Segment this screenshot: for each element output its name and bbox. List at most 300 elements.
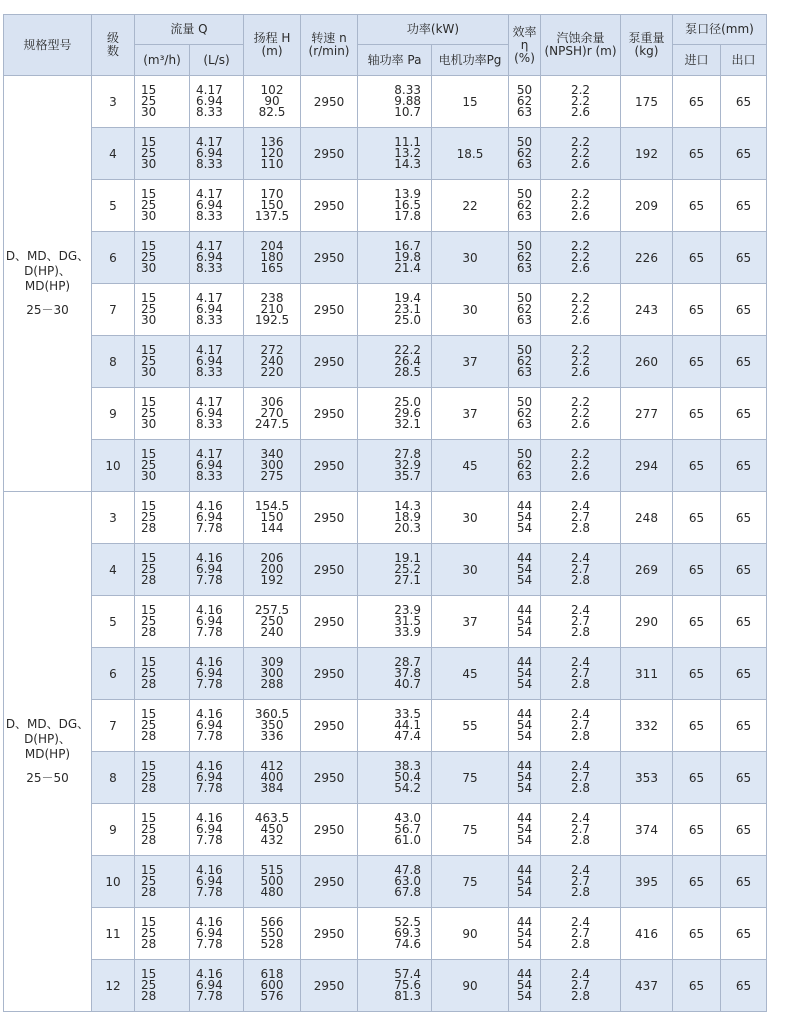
npsh-cell-value: 2.7 [570, 718, 591, 732]
head-cell-value: 150 [260, 198, 284, 212]
npsh-cell [541, 492, 621, 544]
outlet-cell [721, 804, 767, 856]
npsh-cell-value: 2.2 [570, 343, 591, 357]
stages-cell-value: 3 [109, 510, 117, 525]
shaft-power-cell-stack [358, 605, 431, 638]
head-cell-value: 180 [260, 250, 284, 264]
motor-power-cell [432, 700, 509, 752]
shaft-power-cell-stack [358, 813, 431, 846]
outlet-cell [721, 960, 767, 1012]
flow-m3h-cell-value: 25 [141, 562, 157, 576]
speed-cell [301, 648, 358, 700]
header-motor-power-label: 电机功率Pg [438, 52, 502, 67]
outlet-cell-value: 65 [735, 718, 752, 733]
flow-ls-cell-value: 6.94 [196, 978, 223, 992]
shaft-power-cell [358, 180, 432, 232]
shaft-power-cell [358, 336, 432, 388]
npsh-cell-value: 2.6 [570, 469, 591, 483]
npsh-cell-value: 2.7 [570, 770, 591, 784]
table-header [4, 15, 767, 76]
weight-cell [621, 700, 673, 752]
model-range: 25－30 [26, 303, 69, 317]
speed-cell [301, 544, 358, 596]
inlet-cell [673, 648, 721, 700]
stages-cell [92, 648, 135, 700]
table-row [4, 908, 767, 960]
head-cell-value: 272 [260, 343, 284, 357]
header-model [4, 15, 92, 76]
efficiency-cell [509, 700, 541, 752]
outlet-cell-value: 65 [735, 874, 752, 889]
flow-ls-cell-stack [190, 449, 243, 482]
head-cell [244, 180, 301, 232]
flow-m3h-cell-value: 15 [141, 655, 157, 669]
head-cell-value: 90 [264, 94, 280, 108]
outlet-cell [721, 440, 767, 492]
npsh-cell-value: 2.7 [570, 822, 591, 836]
flow-ls-cell [190, 908, 244, 960]
head-cell [244, 440, 301, 492]
head-cell [244, 804, 301, 856]
npsh-cell-value: 2.6 [570, 105, 591, 119]
head-cell-stack [244, 85, 300, 118]
npsh-cell-value: 2.2 [570, 447, 591, 461]
speed-cell-value: 2950 [313, 822, 345, 837]
efficiency-cell-value: 44 [516, 915, 533, 929]
flow-ls-cell-value: 7.78 [196, 781, 223, 795]
efficiency-cell-value: 54 [516, 729, 533, 743]
inlet-cell [673, 492, 721, 544]
npsh-cell [541, 336, 621, 388]
speed-cell-value: 2950 [313, 250, 345, 265]
head-cell [244, 76, 301, 128]
head-cell-value: 336 [260, 729, 284, 743]
outlet-cell-value: 65 [735, 562, 752, 577]
flow-ls-cell [190, 700, 244, 752]
inlet-cell-value: 65 [688, 354, 705, 369]
flow-ls-cell-value: 4.17 [196, 447, 223, 461]
shaft-power-cell-value: 27.8 [394, 447, 421, 461]
inlet-cell [673, 700, 721, 752]
motor-power-cell [432, 960, 509, 1012]
head-cell-value: 350 [260, 718, 284, 732]
flow-m3h-cell-value: 25 [141, 718, 157, 732]
efficiency-cell-value: 44 [516, 499, 533, 513]
flow-ls-cell [190, 388, 244, 440]
npsh-cell-value: 2.7 [570, 510, 591, 524]
flow-m3h-cell-value: 25 [141, 406, 157, 420]
flow-ls-cell [190, 544, 244, 596]
npsh-cell-value: 2.2 [570, 354, 591, 368]
flow-ls-cell-value: 8.33 [196, 105, 223, 119]
inlet-cell-value: 65 [688, 146, 705, 161]
weight-cell-value: 260 [635, 354, 658, 369]
npsh-cell [541, 960, 621, 1012]
flow-m3h-cell-value: 15 [141, 239, 157, 253]
weight-cell-value: 243 [635, 302, 658, 317]
flow-ls-cell-value: 7.78 [196, 729, 223, 743]
weight-cell-value: 395 [635, 874, 658, 889]
efficiency-cell-value: 63 [516, 157, 533, 171]
shaft-power-cell [358, 544, 432, 596]
weight-cell-value: 294 [635, 458, 658, 473]
weight-cell [621, 336, 673, 388]
efficiency-cell-value: 50 [516, 239, 533, 253]
efficiency-cell-value: 54 [516, 573, 533, 587]
speed-cell-value: 2950 [313, 874, 345, 889]
header-outlet-label: 出口 [731, 52, 756, 67]
flow-m3h-cell-stack [135, 761, 189, 794]
stages-cell [92, 492, 135, 544]
npsh-cell-value: 2.8 [570, 833, 591, 847]
flow-ls-cell [190, 180, 244, 232]
npsh-cell-value: 2.6 [570, 157, 591, 171]
flow-m3h-cell-stack [135, 293, 189, 326]
shaft-power-cell-stack [358, 865, 431, 898]
table-row [4, 492, 767, 544]
efficiency-cell-value: 54 [516, 666, 533, 680]
flow-ls-cell-value: 6.94 [196, 510, 223, 524]
npsh-cell-value: 2.8 [570, 625, 591, 639]
outlet-cell [721, 180, 767, 232]
efficiency-cell [509, 804, 541, 856]
speed-cell [301, 596, 358, 648]
inlet-cell-value: 65 [688, 614, 705, 629]
head-cell-stack [244, 293, 300, 326]
efficiency-cell [509, 336, 541, 388]
flow-m3h-cell-value: 15 [141, 291, 157, 305]
head-cell [244, 492, 301, 544]
efficiency-cell-value: 50 [516, 343, 533, 357]
weight-cell [621, 908, 673, 960]
efficiency-cell-value: 44 [516, 551, 533, 565]
inlet-cell [673, 180, 721, 232]
inlet-cell [673, 856, 721, 908]
flow-ls-cell-stack [190, 761, 243, 794]
outlet-cell [721, 128, 767, 180]
flow-ls-cell-value: 8.33 [196, 209, 223, 223]
stages-cell-value: 7 [109, 302, 117, 317]
head-cell [244, 700, 301, 752]
flow-m3h-cell-value: 15 [141, 395, 157, 409]
efficiency-cell [509, 128, 541, 180]
head-cell-value: 240 [260, 354, 284, 368]
flow-m3h-cell-value: 15 [141, 863, 157, 877]
speed-cell [301, 128, 358, 180]
flow-ls-cell-value: 4.17 [196, 187, 223, 201]
outlet-cell-value: 65 [735, 302, 752, 317]
weight-cell [621, 596, 673, 648]
npsh-cell-value: 2.2 [570, 94, 591, 108]
shaft-power-cell-value: 50.4 [394, 770, 421, 784]
flow-ls-cell-value: 6.94 [196, 406, 223, 420]
stages-cell [92, 284, 135, 336]
inlet-cell-value: 65 [688, 406, 705, 421]
flow-m3h-cell-value: 25 [141, 198, 157, 212]
stages-cell [92, 232, 135, 284]
stages-cell-value: 8 [109, 354, 117, 369]
flow-m3h-cell [135, 752, 190, 804]
speed-cell-value: 2950 [313, 354, 345, 369]
stages-cell [92, 908, 135, 960]
flow-ls-cell-value: 8.33 [196, 313, 223, 327]
head-cell-value: 240 [260, 625, 284, 639]
inlet-cell [673, 596, 721, 648]
flow-m3h-cell-value: 15 [141, 915, 157, 929]
head-cell-value: 528 [260, 937, 284, 951]
speed-cell [301, 232, 358, 284]
flow-ls-cell-value: 4.17 [196, 395, 223, 409]
flow-m3h-cell-value: 15 [141, 603, 157, 617]
flow-ls-cell-value: 4.17 [196, 291, 223, 305]
flow-ls-cell-stack [190, 605, 243, 638]
inlet-cell-value: 65 [688, 822, 705, 837]
efficiency-cell-value: 54 [516, 822, 533, 836]
npsh-cell-value: 2.6 [570, 365, 591, 379]
inlet-cell-value: 65 [688, 562, 705, 577]
outlet-cell [721, 76, 767, 128]
table-row [4, 596, 767, 648]
head-cell-value: 200 [260, 562, 284, 576]
header-weight [621, 15, 673, 76]
npsh-cell [541, 752, 621, 804]
motor-power-cell-value: 30 [462, 510, 478, 525]
flow-ls-cell-value: 6.94 [196, 302, 223, 316]
weight-cell [621, 128, 673, 180]
speed-cell [301, 336, 358, 388]
pump-spec-table [3, 14, 767, 1012]
weight-cell [621, 960, 673, 1012]
npsh-cell-stack [541, 865, 620, 898]
weight-cell [621, 76, 673, 128]
flow-ls-cell-value: 4.16 [196, 707, 223, 721]
head-cell-value: 150 [260, 510, 284, 524]
outlet-cell-value: 65 [735, 354, 752, 369]
flow-ls-cell-stack [190, 917, 243, 950]
header-port-label: 泵口径(mm) [685, 22, 754, 36]
outlet-cell-value: 65 [735, 926, 752, 941]
npsh-cell-value: 2.2 [570, 83, 591, 97]
shaft-power-cell-stack [358, 969, 431, 1002]
head-cell-stack [244, 813, 300, 846]
shaft-power-cell-value: 25.2 [394, 562, 421, 576]
shaft-power-cell-stack [358, 85, 431, 118]
outlet-cell-value: 65 [735, 406, 752, 421]
weight-cell-value: 290 [635, 614, 658, 629]
flow-ls-cell [190, 804, 244, 856]
header-shaft-power [358, 45, 432, 76]
efficiency-cell-value: 63 [516, 313, 533, 327]
npsh-cell-stack [541, 241, 620, 274]
shaft-power-cell [358, 76, 432, 128]
motor-power-cell [432, 232, 509, 284]
head-cell-value: 206 [260, 551, 284, 565]
npsh-cell [541, 180, 621, 232]
inlet-cell-value: 65 [688, 250, 705, 265]
head-cell-value: 137.5 [254, 209, 290, 223]
npsh-cell-value: 2.2 [570, 302, 591, 316]
npsh-cell-stack [541, 137, 620, 170]
npsh-cell-value: 2.7 [570, 666, 591, 680]
shaft-power-cell-stack [358, 553, 431, 586]
efficiency-cell-value: 44 [516, 655, 533, 669]
shaft-power-cell-value: 17.8 [394, 209, 421, 223]
efficiency-cell-stack [509, 813, 540, 846]
shaft-power-cell-value: 19.4 [394, 291, 421, 305]
flow-ls-cell-value: 4.17 [196, 135, 223, 149]
npsh-cell [541, 232, 621, 284]
flow-m3h-cell-value: 28 [141, 937, 157, 951]
speed-cell-value: 2950 [313, 458, 345, 473]
flow-m3h-cell [135, 908, 190, 960]
flow-ls-cell-value: 8.33 [196, 417, 223, 431]
efficiency-cell-value: 54 [516, 937, 533, 951]
motor-power-cell [432, 180, 509, 232]
npsh-cell-value: 2.4 [570, 811, 591, 825]
npsh-cell-value: 2.8 [570, 729, 591, 743]
outlet-cell [721, 700, 767, 752]
shaft-power-cell-stack [358, 657, 431, 690]
head-cell-value: 238 [260, 291, 284, 305]
motor-power-cell-value: 90 [462, 926, 478, 941]
header-flow-label: 流量 Q [170, 22, 208, 36]
weight-cell [621, 440, 673, 492]
efficiency-cell-value: 62 [516, 302, 533, 316]
efficiency-cell-value: 54 [516, 770, 533, 784]
npsh-cell-value: 2.4 [570, 551, 591, 565]
flow-ls-cell [190, 492, 244, 544]
header-stages-label: 级数 [106, 31, 119, 58]
flow-ls-cell-stack [190, 241, 243, 274]
header-efficiency-label: 效率 η (%) [512, 24, 537, 65]
efficiency-cell-value: 50 [516, 447, 533, 461]
weight-cell-value: 353 [635, 770, 658, 785]
efficiency-cell-stack [509, 501, 540, 534]
table-row [4, 804, 767, 856]
head-cell [244, 544, 301, 596]
npsh-cell-value: 2.4 [570, 967, 591, 981]
shaft-power-cell-value: 11.1 [394, 135, 421, 149]
efficiency-cell-value: 62 [516, 198, 533, 212]
flow-m3h-cell [135, 856, 190, 908]
motor-power-cell-value: 37 [462, 406, 478, 421]
npsh-cell-stack [541, 761, 620, 794]
head-cell-value: 120 [260, 146, 284, 160]
shaft-power-cell-value: 40.7 [394, 677, 421, 691]
npsh-cell-value: 2.2 [570, 198, 591, 212]
motor-power-cell [432, 752, 509, 804]
motor-power-cell-value: 18.5 [456, 146, 484, 161]
shaft-power-cell [358, 440, 432, 492]
model-cell [4, 76, 92, 492]
head-cell [244, 908, 301, 960]
flow-ls-cell-value: 6.94 [196, 822, 223, 836]
flow-ls-cell-value: 4.16 [196, 551, 223, 565]
model-cell [4, 492, 92, 1012]
npsh-cell-stack [541, 709, 620, 742]
inlet-cell-value: 65 [688, 302, 705, 317]
shaft-power-cell-value: 67.8 [394, 885, 421, 899]
stages-cell-value: 8 [109, 770, 117, 785]
shaft-power-cell-stack [358, 501, 431, 534]
stages-cell [92, 128, 135, 180]
motor-power-cell [432, 544, 509, 596]
head-cell-value: 432 [260, 833, 284, 847]
flow-ls-cell-value: 4.16 [196, 811, 223, 825]
head-cell-value: 566 [260, 915, 284, 929]
motor-power-cell [432, 908, 509, 960]
flow-ls-cell [190, 76, 244, 128]
flow-ls-cell-value: 4.16 [196, 499, 223, 513]
efficiency-cell-stack [509, 397, 540, 430]
outlet-cell-value: 65 [735, 146, 752, 161]
shaft-power-cell [358, 908, 432, 960]
flow-m3h-cell-value: 15 [141, 135, 157, 149]
head-cell-value: 102 [260, 83, 284, 97]
flow-m3h-cell-stack [135, 501, 189, 534]
shaft-power-cell [358, 128, 432, 180]
efficiency-cell-value: 44 [516, 811, 533, 825]
weight-cell-value: 175 [635, 94, 658, 109]
head-cell-value: 400 [260, 770, 284, 784]
npsh-cell-stack [541, 917, 620, 950]
npsh-cell-stack [541, 969, 620, 1002]
shaft-power-cell-stack [358, 241, 431, 274]
efficiency-cell [509, 284, 541, 336]
flow-ls-cell-value: 8.33 [196, 157, 223, 171]
head-cell-value: 170 [260, 187, 284, 201]
npsh-cell-stack [541, 397, 620, 430]
stages-cell [92, 76, 135, 128]
shaft-power-cell [358, 752, 432, 804]
flow-m3h-cell-value: 25 [141, 926, 157, 940]
header-shaft-power-label: 轴功率 Pa [367, 52, 422, 67]
head-cell-value: 144 [260, 521, 284, 535]
flow-ls-cell-value: 6.94 [196, 458, 223, 472]
motor-power-cell [432, 804, 509, 856]
flow-ls-cell [190, 232, 244, 284]
flow-m3h-cell-value: 15 [141, 811, 157, 825]
npsh-cell-value: 2.2 [570, 395, 591, 409]
flow-m3h-cell-stack [135, 85, 189, 118]
efficiency-cell-value: 54 [516, 885, 533, 899]
head-cell-value: 306 [260, 395, 284, 409]
efficiency-cell [509, 648, 541, 700]
shaft-power-cell-stack [358, 917, 431, 950]
speed-cell-value: 2950 [313, 770, 345, 785]
flow-m3h-cell-value: 25 [141, 94, 157, 108]
flow-m3h-cell-value: 30 [141, 417, 157, 431]
flow-ls-cell-value: 6.94 [196, 614, 223, 628]
flow-m3h-cell [135, 388, 190, 440]
efficiency-cell [509, 440, 541, 492]
table-row [4, 752, 767, 804]
outlet-cell-value: 65 [735, 978, 752, 993]
npsh-cell [541, 440, 621, 492]
head-cell-stack [244, 969, 300, 1002]
flow-ls-cell-value: 6.94 [196, 770, 223, 784]
head-cell-value: 309 [260, 655, 284, 669]
shaft-power-cell-value: 18.9 [394, 510, 421, 524]
weight-cell [621, 544, 673, 596]
flow-ls-cell-stack [190, 345, 243, 378]
shaft-power-cell-value: 75.6 [394, 978, 421, 992]
shaft-power-cell-value: 52.5 [394, 915, 421, 929]
shaft-power-cell-value: 57.4 [394, 967, 421, 981]
head-cell [244, 960, 301, 1012]
flow-ls-cell [190, 856, 244, 908]
flow-ls-cell [190, 284, 244, 336]
